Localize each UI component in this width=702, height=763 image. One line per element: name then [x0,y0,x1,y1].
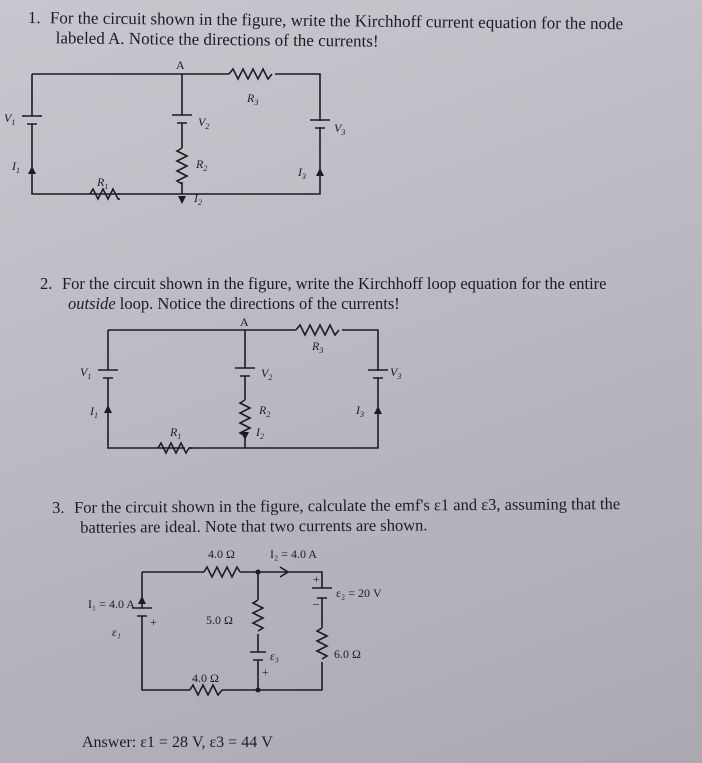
resistor-r3 [229,69,272,79]
battery-e1 [132,608,152,616]
battery-gap [318,121,322,127]
label-r-top: 4.0 Ω [208,547,235,561]
label-v2: $V_2$ [261,366,273,382]
label-r1: $R_1$ [170,425,182,441]
battery-v2 [172,115,192,123]
battery-v2 [235,368,255,376]
resistor-r3 [296,325,339,335]
emphasis-outside: outside [68,294,116,313]
current-arrow-i3 [374,406,382,414]
current-arrow-i1 [104,405,112,413]
label-e3: ε₃ [270,649,279,663]
resistor-right-6ohm [317,628,327,659]
label-i3: $I_3$ [356,403,364,419]
resistor-bottom-4ohm [190,685,222,695]
label-i1: $I_1$ [90,404,98,420]
question-text-line1: For the circuit shown in the figure, write the Kirchhoff loop equation for the entire [62,274,607,293]
wire [32,74,320,194]
question-number: 1. [27,8,41,28]
circuit-figure-2 [80,315,401,453]
label-r-right: 6.0 Ω [334,647,361,661]
resistor-r2 [177,148,187,184]
label-v3: $V_3$ [390,365,402,381]
question-number: 2. [40,274,53,293]
battery-v1 [22,116,42,124]
label-r2: $R_2$ [196,157,208,173]
current-arrow-i2 [178,196,186,204]
current-arrow-i1 [138,596,146,604]
resistor-top-4ohm [204,567,240,577]
junction-dot [256,570,261,575]
resistor-r2 [240,400,250,436]
label-v1: $V_1$ [80,365,92,381]
question-text-line1: For the circuit shown in the figure, write the Kirchhoff current equation for the node [49,8,624,34]
polarity-plus: + [150,615,157,629]
node-label-a: A [240,315,249,329]
label-v1: $V_1$ [4,111,16,127]
label-r1: $R_1$ [97,175,109,191]
node-label-a: A [176,58,185,72]
answer-text: Answer: ε1 = 28 V, ε3 = 44 V [82,734,273,751]
question-number: 3. [52,497,65,517]
battery-e3 [250,652,266,660]
current-arrow-i3 [316,168,324,176]
label-r-bottom: 4.0 Ω [192,671,219,685]
wire [108,330,378,448]
circuit-figure-1 [4,58,345,207]
junction-dot [256,688,261,693]
label-e1: ε₁ [112,625,121,639]
label-i2: $I_2$ [194,191,202,207]
label-r3: $R_3$ [247,91,259,107]
current-arrow-i1 [28,166,36,174]
label-i2: I₂ = 4.0 A [270,547,317,561]
circuit-figure-3 [88,547,382,695]
wire [142,572,322,690]
question-text-line1: For the circuit shown in the figure, calculate the emf's ε1 and ε3, assuming that the [73,494,621,517]
polarity-minus: – [313,596,319,610]
label-r3: $R_3$ [312,339,324,355]
question-text-line2: labeled A. Notice the directions of the currents! [55,28,379,51]
label-r2: $R_2$ [259,403,271,419]
battery-v1 [98,370,118,378]
question-text-line2: batteries are ideal. Note that two currents are shown. [80,515,428,537]
label-i1: I₁ = 4.0 A [88,597,135,611]
label-e2: ε₂ = 20 V [336,586,382,600]
label-r-mid: 5.0 Ω [206,613,233,627]
label-i3: $I_3$ [298,165,306,181]
label-v2: $V_2$ [198,115,210,131]
label-i1: $I_1$ [12,159,20,175]
polarity-plus: + [313,572,320,586]
battery-gap [376,371,380,377]
question-text-line2-rest: loop. Notice the directions of the currents! [119,294,400,313]
label-i2: $I_2$ [256,425,264,441]
polarity-plus: + [262,665,269,679]
label-v3: $V_3$ [334,121,346,137]
resistor-mid-5ohm [253,600,263,631]
current-arrow-i2 [241,432,249,440]
